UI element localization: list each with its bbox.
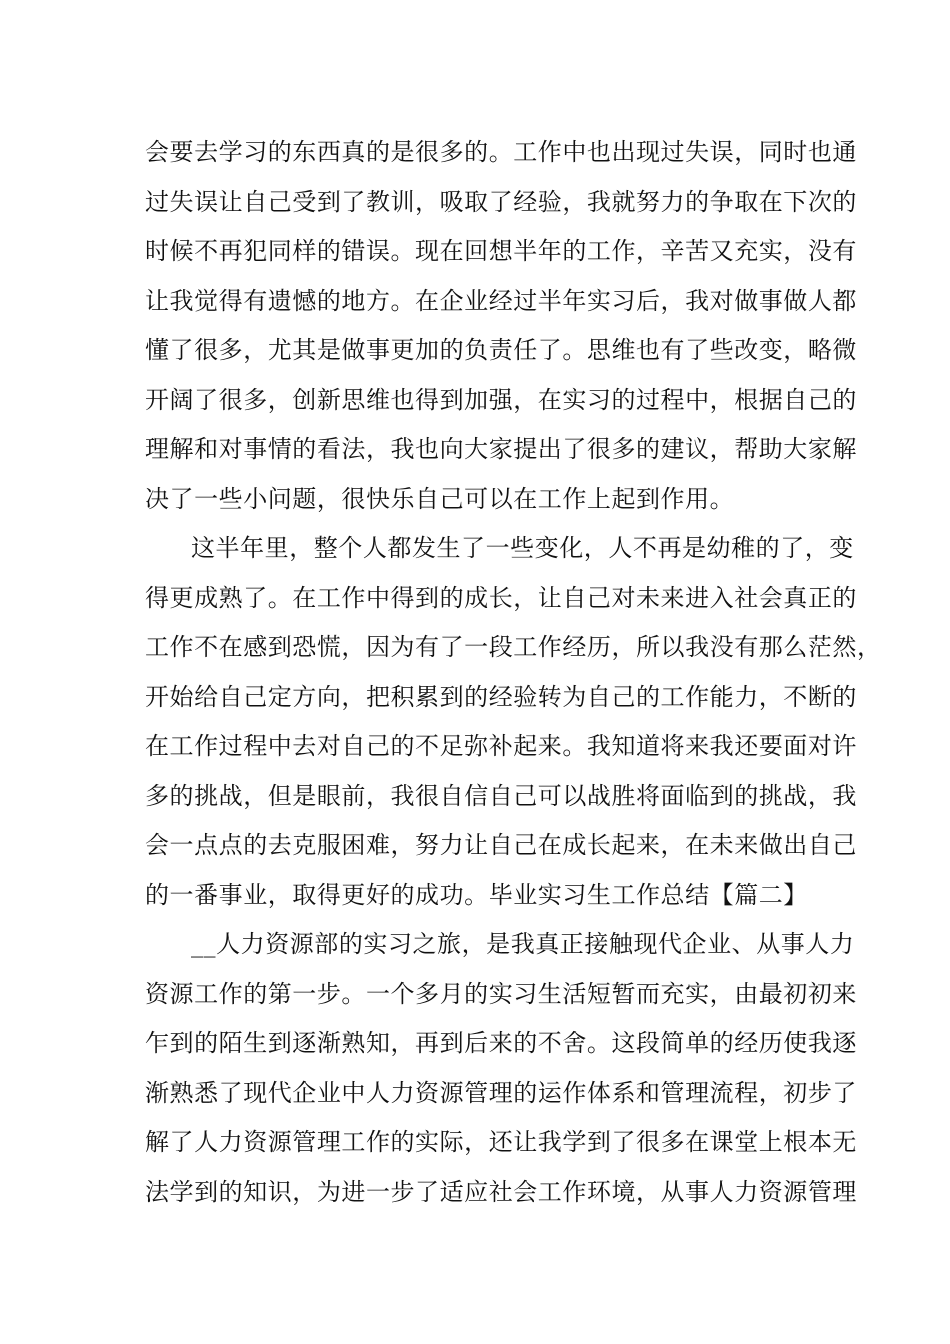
text-line: 资源工作的第一步。一个多月的实习生活短暂而充实，由最初初来	[145, 979, 857, 1008]
text-line: 工作不在感到恐慌，因为有了一段工作经历，所以我没有那么茫然，	[145, 633, 882, 661]
text-line: 乍到的陌生到逐渐熟知，再到后来的不舍。这段简单的经历使我逐	[145, 1029, 857, 1057]
text-line: __人力资源部的实习之旅，是我真正接触现代企业、从事人力	[191, 930, 855, 958]
text-line: 开始给自己定方向，把积累到的经验转为自己的工作能力，不断的	[145, 682, 857, 711]
text-line: 时候不再犯同样的错误。现在回想半年的工作，辛苦又充实，没有	[145, 237, 857, 265]
text-line: 这半年里，整个人都发生了一些变化，人不再是幼稚的了，变	[191, 534, 854, 562]
text-line: 法学到的知识，为进一步了适应社会工作环境，从事人力资源管理	[145, 1177, 857, 1206]
text-line: 的一番事业，取得更好的成功。毕业实习生工作总结【篇二】	[145, 880, 808, 909]
text-line: 懂了很多，尤其是做事更加的负责任了。思维也有了些改变，略微	[145, 336, 857, 364]
text-line: 会要去学习的东西真的是很多的。工作中也出现过失误，同时也通	[145, 138, 857, 166]
text-line: 理解和对事情的看法，我也向大家提出了很多的建议，帮助大家解	[145, 435, 857, 463]
text-line: 过失误让自己受到了教训，吸取了经验，我就努力的争取在下次的	[145, 187, 857, 216]
text-line: 让我觉得有遗憾的地方。在企业经过半年实习后，我对做事做人都	[145, 286, 857, 315]
document-body	[145, 128, 882, 1217]
text-line: 会一点点的去克服困难，努力让自己在成长起来，在未来做出自己	[145, 831, 857, 859]
text-line: 决了一些小问题，很快乐自己可以在工作上起到作用。	[145, 484, 735, 513]
text-line: 得更成熟了。在工作中得到的成长，让自己对未来进入社会真正的	[145, 583, 857, 612]
paragraph-1	[145, 128, 857, 524]
text-line: 解了人力资源管理工作的实际，还让我学到了很多在课堂上根本无	[145, 1128, 857, 1156]
text-line: 开阔了很多，创新思维也得到加强，在实习的过程中，根据自己的	[145, 385, 857, 414]
paragraph-3	[145, 920, 857, 1217]
paragraph-2	[145, 524, 882, 920]
text-line: 渐熟悉了现代企业中人力资源管理的运作体系和管理流程，初步了	[145, 1078, 857, 1107]
text-line: 在工作过程中去对自己的不足弥补起来。我知道将来我还要面对许	[145, 732, 857, 760]
text-line: 多的挑战，但是眼前，我很自信自己可以战胜将面临到的挑战，我	[145, 781, 857, 810]
